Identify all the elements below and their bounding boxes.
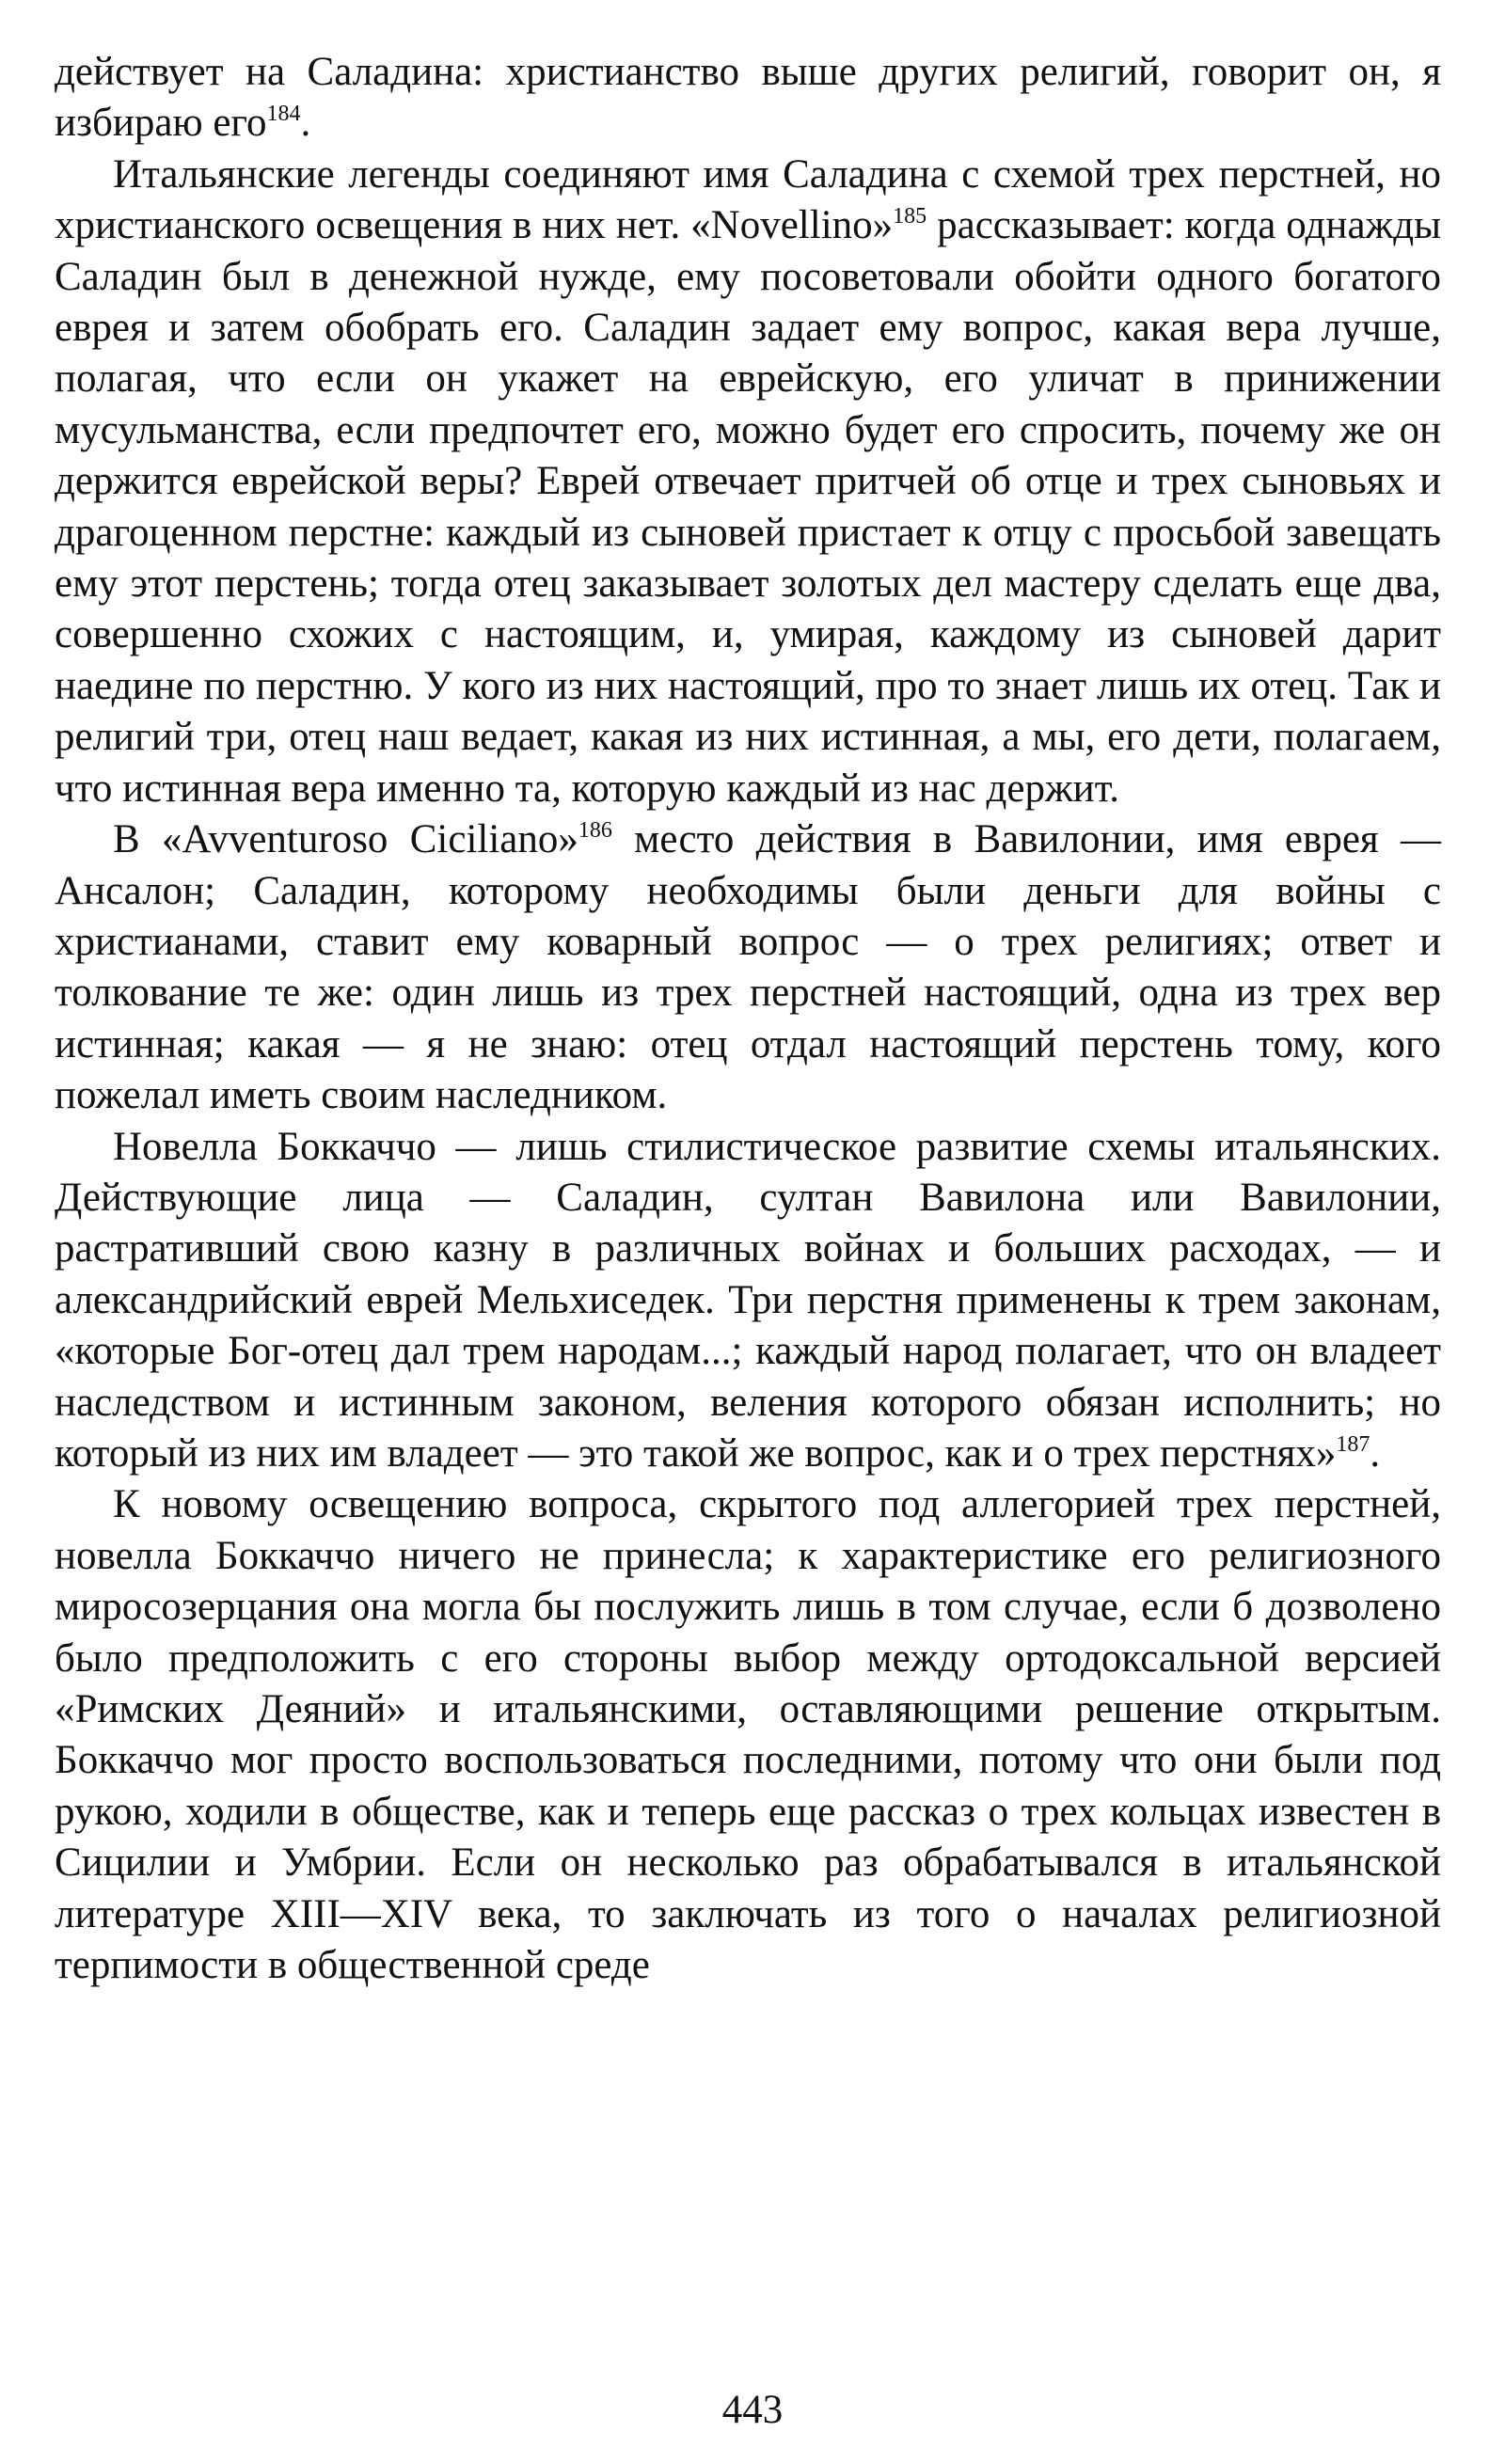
- footnote-ref-185: 185: [893, 204, 927, 229]
- footnote-ref-187: 187: [1336, 1431, 1370, 1457]
- paragraph-4: [55, 1122, 1441, 1480]
- paragraph-text: Новелла Боккаччо — лишь стилистическое развитие схемы итальянских. Действующие лица — Саладин, султан Вавилона или Вавилонии, растративший свою казну в различных войнах и больших расходах, — и александрийский еврей Мельхиседек. Три перстня применены к трем законам, «которые Бог-отец дал трем народам...; каждый народ полагает, что он владеет наследством и истинным законом, веления которого обязан исполнить; но который из них им владеет — это такой же вопрос, как и о трех перстнях»: [55, 1124, 1441, 1476]
- paragraph-tail: место действия в Вавилонии, имя еврея — Ансалон; Саладин, которому необходимы были деньги для войны с христианами, ставит ему коварный вопрос — о трех религиях; ответ и толкование те же: один лишь из трех перстней настоящий, одна из трех вер истинная; какая — я не знаю: отец отдал настоящий перстень тому, кого пожелал иметь своим наследником.: [55, 817, 1441, 1118]
- footnote-ref-186: 186: [578, 818, 612, 844]
- page-body: [55, 47, 1441, 1991]
- paragraph-5: [55, 1479, 1441, 1991]
- paragraph-3: [55, 814, 1441, 1121]
- paragraph-text: В «Avventuroso Ciciliano»: [113, 817, 578, 862]
- footnote-ref-184: 184: [266, 102, 301, 127]
- page-number: 443: [721, 2388, 784, 2432]
- paragraph-text: К новому освещению вопроса, скрытого под аллегорией трех перстней, новелла Боккаччо ничего не принесла; к характеристике его религиозного миросозерцания она могла бы послужить лишь в том случае, если б дозволено было предположить с его стороны выбор между ортодоксальной версией «Римских Деяний» и итальянскими, оставляющими решение открытым. Боккаччо мог просто воспользоваться последними, потому что они были под рукою, ходили в обществе, как и теперь еще рассказ о трех кольцах известен в Сицилии и Умбрии. Если он несколько раз обрабатывался в итальянской литературе XIII—XIV века, то заключать из того о началах религиозной терпимости в общественной среде: [55, 1482, 1441, 1988]
- paragraph-2: [55, 150, 1441, 814]
- paragraph-tail: .: [300, 101, 311, 146]
- paragraph-1: [55, 47, 1441, 150]
- paragraph-tail: .: [1370, 1430, 1381, 1476]
- paragraph-tail: рассказывает: когда однажды Саладин был в денежной нужде, ему посоветовали обойти одного богатого еврея и затем обобрать его. Саладин задает ему вопрос, какая вера лучше, полагая, что если он укажет на еврейскую, его уличат в принижении мусульманства, если предпочтет его, можно будет его спросить, почему же он держится еврейской веры? Еврей отвечает притчей об отце и трех сыновьях и драгоценном перстне: каждый из сыновей пристает к отцу с просьбой завещать ему этот перстень; тогда отец заказывает золотых дел мастеру сделать еще два, совершенно схожих с настоящим, и, умирая, каждому из сыновей дарит наедине по перстню. У кого из них настоящий, про то знает лишь их отец. Так и религий три, отец наш ведает, какая из них истинная, а мы, его дети, полагаем, что истинная вера именно та, которую каждый из нас держит.: [55, 203, 1442, 811]
- paragraph-text: действует на Саладина: христианство выше других религий, говорит он, я избираю его: [55, 50, 1441, 146]
- paragraph-text: Итальянские легенды соединяют имя Саладина с схемой трех перстней, но христианского освещения в них нет. «Novellino»: [55, 151, 1441, 248]
